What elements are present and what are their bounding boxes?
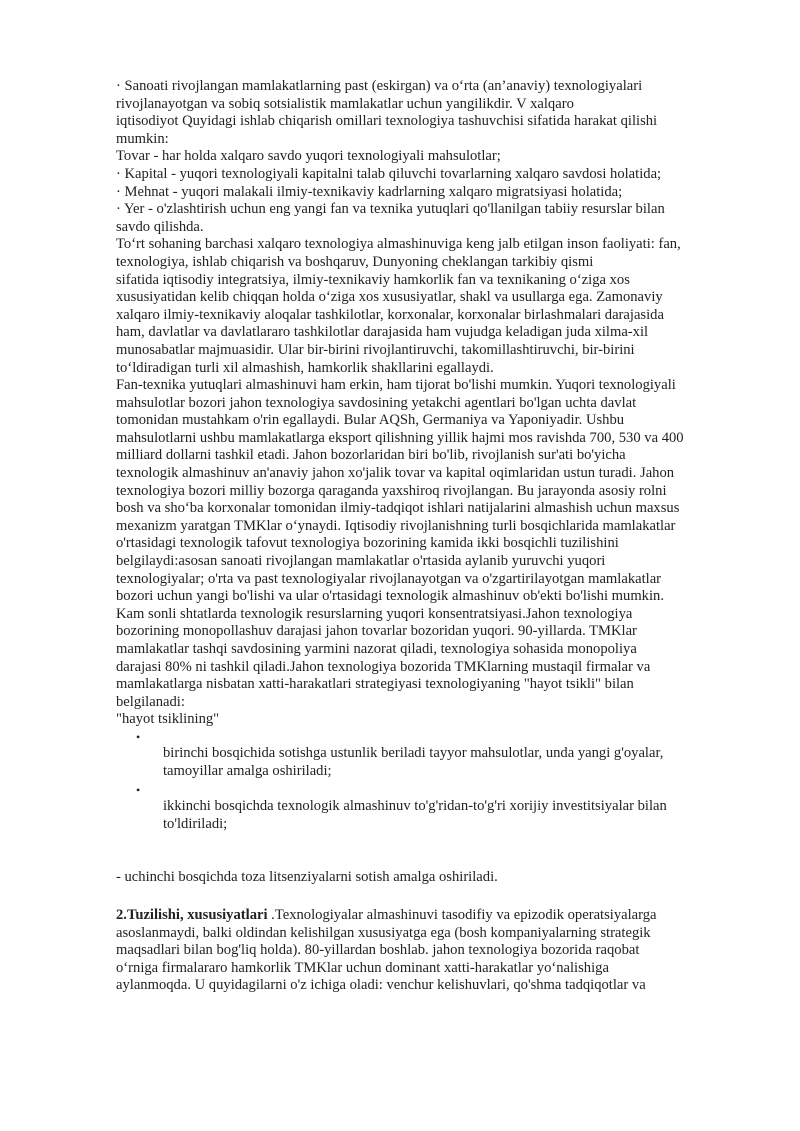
text-line: To‘rt sohaning barchasi xalqaro texnologiya almashinuviga keng jalb etilgan inson faoliyati: fan,: [116, 236, 681, 253]
text-line: · Sanoati rivojlangan mamlakatlarning past (eskirgan) va o‘rta (an’anaviy) texnologiyalari: [116, 78, 643, 94]
text-line: texnologiyalar; o'rta va past texnologiyalar rivojlanayotgan va o'zgartirilayotgan mamlakatlar: [116, 570, 662, 587]
text-line: asoslanmaydi, balki oldindan kelishilgan xususiyatga ega (bosh kompaniyalarning strategik: [116, 924, 651, 941]
text-line: xalqaro ilmiy-texnikaviy aloqalar tashkilotlar, korxonalar, korxonalar birlashmalari darajasida: [116, 306, 664, 323]
text-line: belgilaydi:asosan sanoati rivojlangan mamlakatlar o'rtasida aylanib yuruvchi yuqori: [116, 553, 606, 570]
text-line: milliard dollarni tashkil etadi. Jahon bozorlaridan biri bo'lib, rivojlanish sur'ati bo'yicha: [116, 447, 626, 464]
text-line: mumkin:: [116, 130, 169, 147]
text-line: Kam sonli shtatlarda texnologik resurslarning yuqori konsentratsiyasi.Jahon texnologiya: [116, 605, 633, 622]
text-line: to‘ldiradigan turli xil almashish, hamkorlik shakllarini egallaydi.: [116, 359, 494, 376]
list-item: [116, 729, 723, 780]
text-line: mahsulotlar bozori jahon texnologiya savdosining yetakchi agentlari bo'lgan uchta davlat: [116, 394, 637, 411]
section-heading: 2.Tuzilishi, xususiyatlari: [116, 906, 268, 923]
text-line: tomonidan mustahkam o'rin egallaydi. Bular AQSh, Germaniya va Yaponiyadir. Ushbu: [116, 412, 625, 429]
text-line: sifatida iqtisodiy integratsiya, ilmiy-texnikaviy hamkorlik fan va texnikaning o‘ziga xos: [116, 271, 630, 288]
list-item: [116, 782, 723, 833]
text-line: .Texnologiyalar almashinuvi tasodifiy va epizodik operatsiyalarga: [267, 906, 657, 923]
text-line: mamlakatlar tashqi savdosining yarmini nazorat qiladi, texnologiya sohasida monopoliya: [116, 641, 637, 657]
text-line: belgilanadi:: [116, 693, 185, 710]
list-item-text: [163, 729, 723, 780]
text-line: o'rtasidagi texnologik tafovut texnologiya bozorining kamida ikki bosqichli tuzilishini: [116, 535, 619, 552]
third-stage-text: - uchinchi bosqichda toza litsenziyalarni sotish amalga oshiriladi.: [116, 869, 498, 886]
text-line: Tovar - har holda xalqaro savdo yuqori texnologiyali mahsulotlar;: [116, 148, 501, 165]
section-2: [116, 907, 744, 995]
text-line: ikkinchi bosqichda texnologik almashinuv to'g'ridan-to'g'ri xorijiy investitsiyalar bilan: [163, 798, 667, 815]
document-content: [116, 78, 744, 995]
text-line: texnologik almashinuv an'anaviy jahon xo'jalik tovar va kapital oqimlaridan ustun turadi. Jahon: [116, 465, 675, 482]
text-line: o‘rniga firmalararo hamkorlik TMKlar uchun dominant xatti-harakatlar yo‘nalishiga: [116, 959, 609, 976]
text-line: mexanizm yaratgan TMKlar o‘ynaydi. Iqtisodiy rivojlanishning turli bosqichlarida mamlakatlar: [116, 517, 676, 534]
text-line: "hayot tsiklining": [116, 711, 220, 728]
text-line: · Kapital - yuqori texnologiyali kapitalni talab qiluvchi tovarlarning xalqaro savdosi holatida;: [116, 165, 662, 182]
text-line: darajasi 80% ni tashkil qiladi.Jahon texnologiya bozorida TMKlarning mustaqil firmalar va: [116, 658, 651, 675]
bullet-icon: •: [136, 783, 141, 798]
text-line: · Yer - o'zlashtirish uchun eng yangi fan va texnika yutuqlari qo'llanilgan tabiiy resurslar bilan: [116, 201, 665, 218]
text-line: savdo qilishda.: [116, 218, 204, 235]
text-line: rivojlanayotgan va sobiq sotsialistik mamlakatlar uchun yangilikdir. V xalqaro: [116, 95, 574, 112]
text-line: maqsadlari bilan bog'liq holda). 80-yillardan boshlab. jahon texnologiya bozorida raqobat: [116, 942, 640, 959]
text-line: texnologiya, ishlab chiqarish va boshqaruv, Dunyoning cheklangan tarkibiy qismi: [116, 253, 594, 270]
text-line: aylanmoqda. U quyidagilarni o'z ichiga oladi: venchur kelishuvlari, qo'shma tadqiqotlar va: [116, 977, 646, 994]
text-line: bozorining monopollashuv darajasi jahon tovarlar bozoridan yuqori. 90-yillarda. TMKlar: [116, 623, 637, 640]
text-line: bosh va sho‘ba korxonalar tomonidan ilmiy-tadqiqot ishlari natijalarini almashish uchun maxsus: [116, 500, 680, 517]
body-text-block: [116, 78, 744, 729]
text-line: texnologiya bozori milliy bozorga qaraganda yaxshiroq rivojlangan. Bu jarayonda asosiy rolni: [116, 482, 667, 499]
text-line: ham, davlatlar va davlatlararo tashkilotlar darajasida ham vujudga keladigan juda xilma-xil: [116, 324, 649, 341]
text-line: mahsulotlarni ushbu mamlakatlarga eksport qilishning yillik hajmi mos ravishda 700, 530 va 400: [116, 429, 684, 446]
life-cycle-stage-list: [116, 729, 744, 833]
text-line: tamoyillar amalga oshiriladi;: [163, 762, 332, 779]
text-line: · Mehnat - yuqori malakali ilmiy-texnikaviy kadrlarning xalqaro migratsiyasi holatida;: [116, 183, 623, 200]
text-line: birinchi bosqichida sotishga ustunlik beriladi tayyor mahsulotlar, unda yangi g'oyalar,: [163, 744, 664, 761]
text-line: iqtisodiyot Quyidagi ishlab chiqarish omillari texnologiya tashuvchisi sifatida harakat qilishi: [116, 113, 658, 130]
text-line: munosabatlar majmuasidir. Ular bir-birini rivojlantiruvchi, takomillashtiruvchi, bir-birini: [116, 341, 635, 358]
section-2-first-line: [116, 907, 744, 925]
text-line: xususiyatidan kelib chiqqan holda o‘ziga xos xususiyatlar, shakl va usullarga ega. Zamonaviy: [116, 289, 663, 306]
text-line: bozori uchun yangi bo'lishi va ular o'rtasidagi texnologik almashinuv ob'ekti bo'lishi mumkin.: [116, 588, 664, 605]
text-line: mamlakatlarga nisbatan xatti-harakatlari strategiyasi texnologiyaning "hayot tsikli" bilan: [116, 676, 634, 693]
text-line: to'ldiriladi;: [163, 815, 228, 832]
list-item-text: [163, 782, 723, 833]
text-line: Fan-texnika yutuqlari almashinuvi ham erkin, ham tijorat bo'lishi mumkin. Yuqori texnologiyali: [116, 377, 676, 394]
bullet-icon: •: [136, 729, 141, 744]
